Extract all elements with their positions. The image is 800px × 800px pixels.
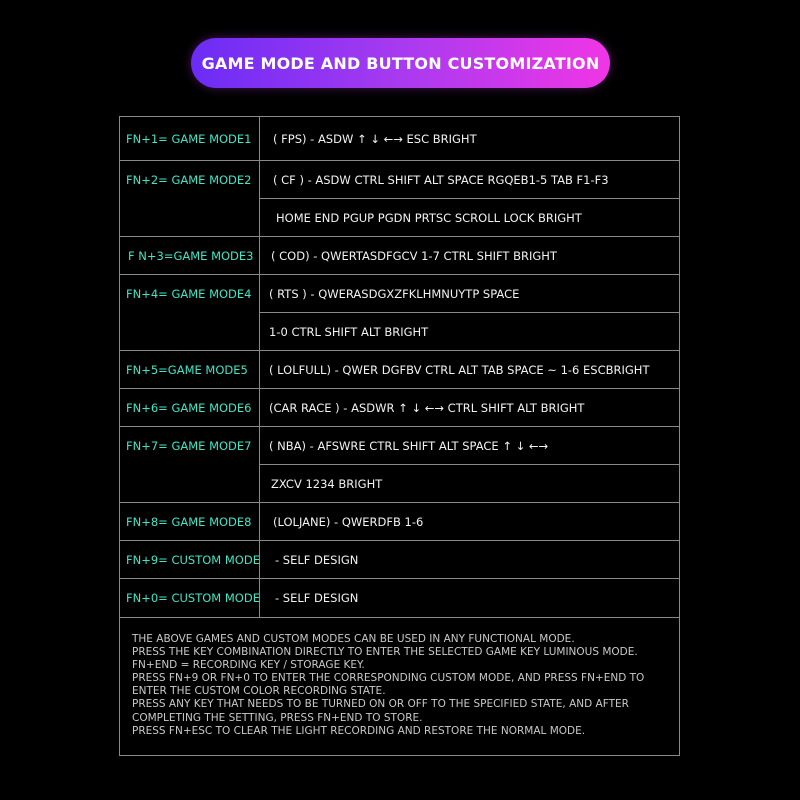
mode-label: FN+6= GAME MODE6 (126, 401, 252, 415)
mode-cell (120, 237, 260, 274)
note-line: PRESS FN+ESC TO CLEAR THE LIGHT RECORDING AND RESTORE THE NORMAL MODE. (132, 724, 586, 737)
mode-cell (120, 351, 260, 388)
note-line: ENTER THE CUSTOM COLOR RECORDING STATE. (132, 685, 386, 698)
note-line: PRESS FN+9 OR FN+0 TO ENTER THE CORRESPONDING CUSTOM MODE, AND PRESS FN+END TO (132, 672, 645, 685)
table-row (120, 161, 679, 237)
page-title: GAME MODE AND BUTTON CUSTOMIZATION (201, 53, 600, 73)
note-line: COMPLETING THE SETTING, PRESS FN+END TO STORE. (132, 711, 423, 724)
note-line: PRESS THE KEY COMBINATION DIRECTLY TO ENTER THE SELECTED GAME KEY LUMINOUS MODE. (132, 646, 638, 659)
mode-label: FN+0= CUSTOM MODE (126, 591, 260, 605)
keys-cell: (CAR RACE ) - ASDWR ↑ ↓ ←→ CTRL SHIFT ALT BRIGHT (269, 401, 585, 415)
instructions-text (132, 633, 669, 738)
mode-cell (120, 275, 260, 350)
mode-label: FN+9= CUSTOM MODE (126, 553, 260, 567)
keys-cell: ( CF ) - ASDW CTRL SHIFT ALT SPACE RGQEB1-5 TAB F1-F3 (260, 161, 679, 199)
mode-cell (120, 161, 260, 236)
keys-cell: HOME END PGUP PGDN PRTSC SCROLL LOCK BRIGHT (276, 211, 582, 225)
keys-cell: ( RTS ) - QWERASDGXZFKLHMNUYTP SPACE (260, 275, 679, 313)
mode-cell (120, 389, 260, 426)
mode-cell (120, 503, 260, 540)
table-row (120, 541, 679, 579)
game-mode-table (119, 116, 680, 756)
keys-cell: ( FPS) - ASDW ↑ ↓ ←→ ESC BRIGHT (273, 132, 477, 146)
mode-label: FN+1= GAME MODE1 (126, 132, 252, 146)
table-row (120, 275, 679, 351)
table-row (120, 579, 679, 618)
keys-cell: ( COD) - QWERTASDFGCV 1-7 CTRL SHIFT BRIGHT (271, 249, 557, 263)
table-row (120, 503, 679, 541)
note-line: FN+END = RECORDING KEY / STORAGE KEY. (132, 659, 365, 672)
keys-cell: ZXCV 1234 BRIGHT (271, 477, 383, 491)
table-row (120, 389, 679, 427)
keys-cell: - SELF DESIGN (275, 591, 359, 605)
mode-label: FN+5=GAME MODE5 (126, 363, 248, 377)
keys-cell: ( LOLFULL) - QWER DGFBV CTRL ALT TAB SPACE ~ 1-6 ESCBRIGHT (269, 363, 650, 377)
keys-cell: - SELF DESIGN (275, 553, 359, 567)
table-row (120, 351, 679, 389)
table-row (120, 117, 679, 161)
keys-cell: 1-0 CTRL SHIFT ALT BRIGHT (269, 325, 429, 339)
mode-label: FN+2= GAME MODE2 (126, 173, 252, 187)
mode-cell (120, 541, 260, 578)
table-row (120, 427, 679, 503)
mode-label: FN+4= GAME MODE4 (126, 287, 252, 301)
title-banner (191, 38, 610, 88)
keys-cell: ( NBA) - AFSWRE CTRL SHIFT ALT SPACE ↑ ↓ ←→ (260, 427, 679, 465)
mode-cell (120, 117, 260, 160)
note-line: THE ABOVE GAMES AND CUSTOM MODES CAN BE USED IN ANY FUNCTIONAL MODE. (132, 633, 575, 645)
mode-label: FN+8= GAME MODE8 (126, 515, 252, 529)
mode-cell (120, 427, 260, 502)
note-line: PRESS ANY KEY THAT NEEDS TO BE TURNED ON OR OFF TO THE SPECIFIED STATE, AND AFTER (132, 698, 629, 711)
mode-label: F N+3=GAME MODE3 (128, 249, 254, 263)
keys-cell: (LOLJANE) - QWERDFB 1-6 (273, 515, 424, 529)
mode-cell (120, 579, 260, 617)
mode-label: FN+7= GAME MODE7 (126, 439, 252, 453)
table-row (120, 237, 679, 275)
